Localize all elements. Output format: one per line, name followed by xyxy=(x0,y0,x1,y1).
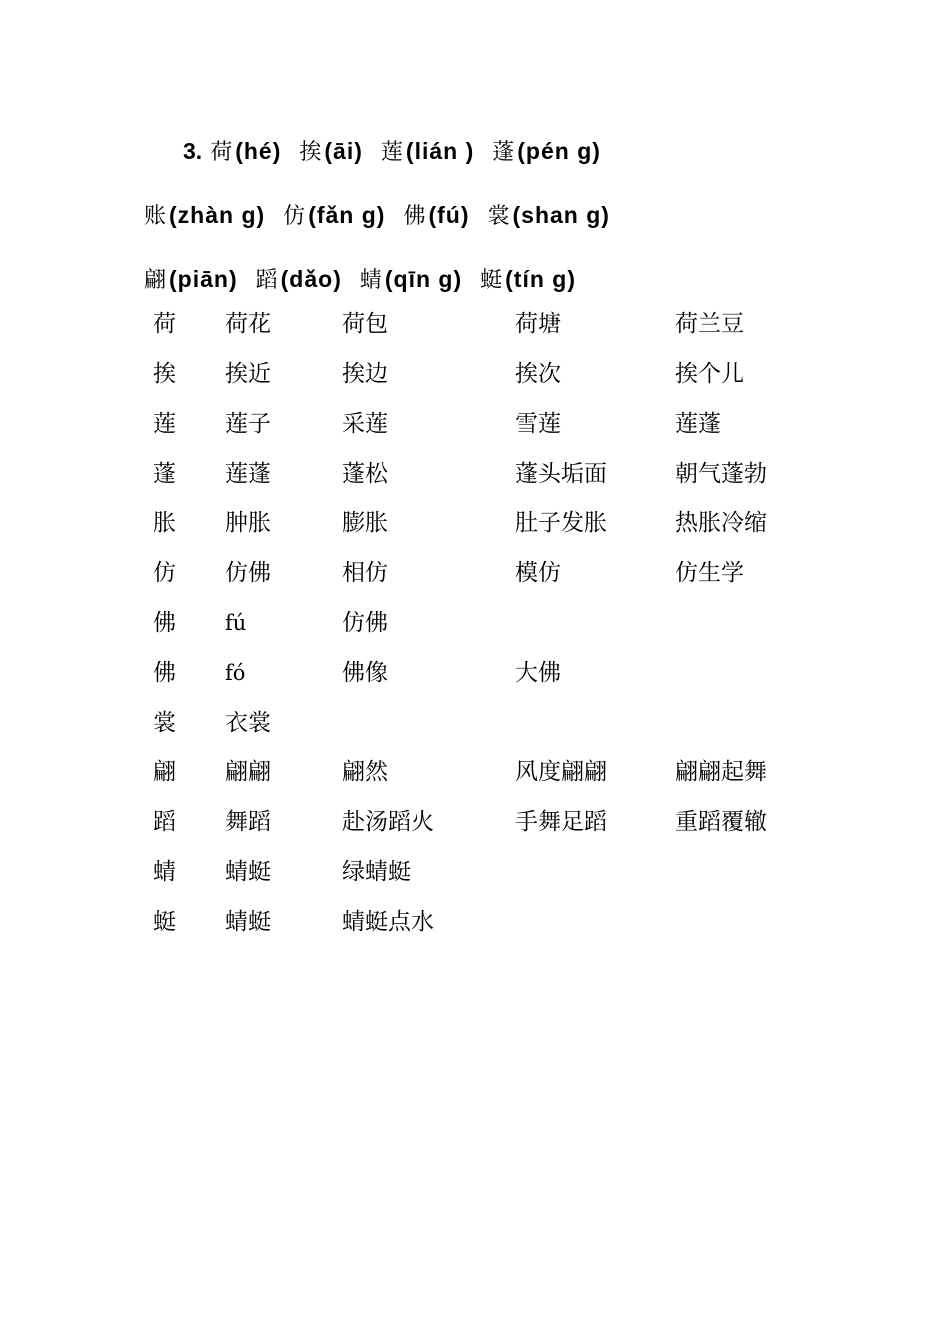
pinyin-entry xyxy=(403,195,469,237)
table-cell: 仿生学 xyxy=(675,560,744,586)
table-cell: 蓬松 xyxy=(342,461,388,487)
table-row xyxy=(0,304,950,344)
table-cell: 蜻蜓点水 xyxy=(342,909,434,935)
pinyin: (āi) xyxy=(324,138,363,164)
table-cell: 莲蓬 xyxy=(675,411,721,437)
table-cell: 大佛 xyxy=(515,660,561,686)
table-cell: 蓬头垢面 xyxy=(515,461,607,487)
table-row xyxy=(0,802,950,842)
hanzi: 裳 xyxy=(487,204,510,229)
table-cell: 胀 xyxy=(153,510,176,536)
table-cell: 仿佛 xyxy=(225,560,271,586)
pinyin: (zhàn g) xyxy=(169,202,266,228)
hanzi: 蹈 xyxy=(255,268,278,293)
table-cell: 蜻蜓 xyxy=(225,909,271,935)
pinyin: (qīn g) xyxy=(384,266,463,292)
table-cell: 莲蓬 xyxy=(225,461,271,487)
hanzi: 荷 xyxy=(210,140,233,165)
pinyin-entry xyxy=(144,195,265,237)
table-cell: 仿 xyxy=(153,560,176,586)
table-cell: 重蹈覆辙 xyxy=(675,809,767,835)
pinyin: (dǎo) xyxy=(280,266,342,292)
table-cell: 挨边 xyxy=(342,361,388,387)
table-cell: 挨 xyxy=(153,361,176,387)
table-cell: 翩然 xyxy=(342,759,388,785)
hanzi: 莲 xyxy=(380,140,403,165)
pinyin-line-2 xyxy=(144,195,628,235)
pinyin-entry xyxy=(210,131,281,173)
pinyin: (fǎn g) xyxy=(308,202,386,228)
table-cell: 雪莲 xyxy=(515,411,561,437)
table-cell: 翩 xyxy=(153,759,176,785)
table-cell: 翩翩起舞 xyxy=(675,759,767,785)
hanzi: 蜻 xyxy=(359,268,382,293)
table-row xyxy=(0,354,950,394)
table-cell: 裳 xyxy=(153,710,176,736)
table-cell: 绿蜻蜓 xyxy=(342,859,411,885)
pinyin-entry xyxy=(256,259,342,301)
table-cell: 莲子 xyxy=(225,411,271,437)
table-row xyxy=(0,454,950,494)
pinyin-entry xyxy=(488,195,610,237)
hanzi: 佛 xyxy=(403,204,426,229)
table-cell: 翩翩 xyxy=(225,759,271,785)
table-cell: 采莲 xyxy=(342,411,388,437)
table-cell: 挨次 xyxy=(515,361,561,387)
pinyin-entry xyxy=(144,259,238,301)
table-cell: 荷包 xyxy=(342,311,388,337)
pinyin-entry xyxy=(480,259,576,301)
table-row xyxy=(0,852,950,892)
table-row xyxy=(0,703,950,743)
table-cell: 肿胀 xyxy=(225,510,271,536)
table-cell: 膨胀 xyxy=(342,510,388,536)
pinyin-line-3 xyxy=(144,259,594,299)
table-cell: fó xyxy=(225,661,246,685)
table-cell: 蜓 xyxy=(153,909,176,935)
hanzi: 蜓 xyxy=(480,268,503,293)
hanzi: 挨 xyxy=(299,140,322,165)
pinyin: (hé) xyxy=(235,138,282,164)
table-cell: 仿佛 xyxy=(342,610,388,636)
table-cell: 挨个儿 xyxy=(675,361,744,387)
pinyin-entry xyxy=(492,131,601,173)
table-cell: 挨近 xyxy=(225,361,271,387)
pinyin-entry xyxy=(299,131,363,173)
table-cell: 模仿 xyxy=(515,560,561,586)
table-cell: 衣裳 xyxy=(225,710,271,736)
table-row xyxy=(0,603,950,643)
table-cell: 肚子发胀 xyxy=(515,510,607,536)
pinyin: (tín g) xyxy=(505,266,576,292)
table-cell: 佛 xyxy=(153,660,176,686)
hanzi: 蓬 xyxy=(492,140,515,165)
pinyin: (fú) xyxy=(428,202,470,228)
table-cell: 荷 xyxy=(153,311,176,337)
pinyin-line-1 xyxy=(183,131,619,171)
table-cell: 蓬 xyxy=(153,461,176,487)
pinyin: (lián ) xyxy=(405,138,475,164)
table-cell: 相仿 xyxy=(342,560,388,586)
pinyin-entry xyxy=(360,259,462,301)
pinyin-entry xyxy=(283,195,385,237)
table-cell: 蹈 xyxy=(153,809,176,835)
table-row xyxy=(0,752,950,792)
pinyin: (piān) xyxy=(169,266,238,292)
table-row xyxy=(0,902,950,942)
table-cell: 蜻蜓 xyxy=(225,859,271,885)
item-number: 3. xyxy=(183,138,203,164)
table-cell: 莲 xyxy=(153,411,176,437)
pinyin: (pén g) xyxy=(517,138,601,164)
table-cell: 荷花 xyxy=(225,311,271,337)
table-cell: 荷塘 xyxy=(515,311,561,337)
table-cell: 风度翩翩 xyxy=(515,759,607,785)
table-row xyxy=(0,404,950,444)
table-cell: 荷兰豆 xyxy=(675,311,744,337)
hanzi: 翩 xyxy=(144,268,167,293)
table-row xyxy=(0,553,950,593)
pinyin-entry xyxy=(381,131,474,173)
table-cell: 朝气蓬勃 xyxy=(675,461,767,487)
hanzi: 仿 xyxy=(283,204,306,229)
table-cell: 蜻 xyxy=(153,859,176,885)
table-cell: 热胀冷缩 xyxy=(675,510,767,536)
hanzi: 账 xyxy=(144,204,167,229)
table-cell: 舞蹈 xyxy=(225,809,271,835)
table-cell: fú xyxy=(225,611,247,635)
table-row xyxy=(0,653,950,693)
table-cell: 佛 xyxy=(153,610,176,636)
pinyin: (shan g) xyxy=(512,202,610,228)
table-cell: 佛像 xyxy=(342,660,388,686)
table-cell: 手舞足蹈 xyxy=(515,809,607,835)
table-row xyxy=(0,503,950,543)
table-cell: 赴汤蹈火 xyxy=(342,809,434,835)
